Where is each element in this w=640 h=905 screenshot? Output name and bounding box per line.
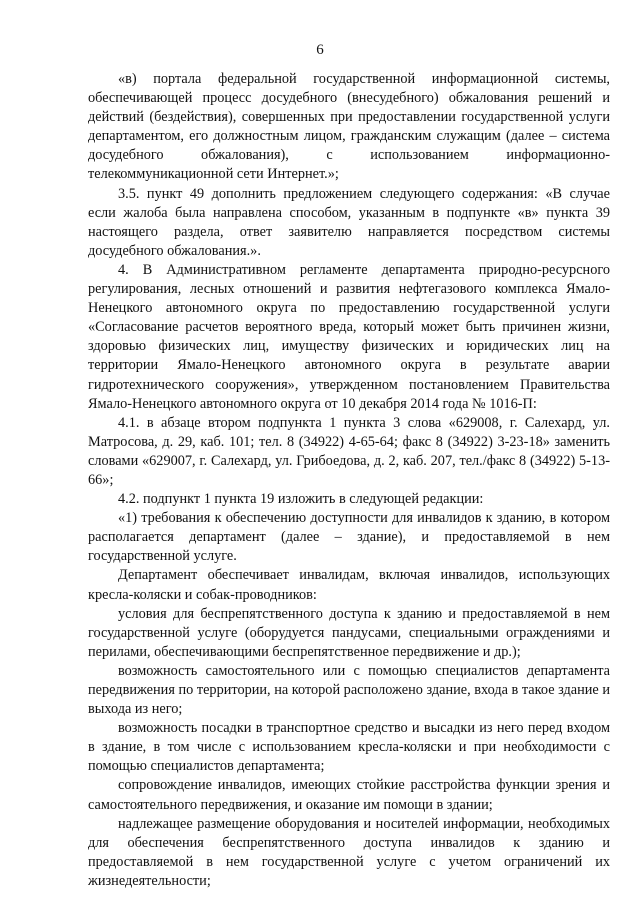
list-item-escort: сопровождение инвалидов, имеющих стойкие расстройства функции зрения и самостоятельного передвижения, и оказание им помощи в здании; — [88, 777, 610, 813]
list-item-transport: возможность посадки в транспортное средство и высадки из него перед входом в здание, в том числе с использованием кресла-коляски и при необходимости с помощью специалистов департамента; — [88, 720, 610, 775]
page-number: 6 — [316, 42, 324, 58]
paragraph-3-5: 3.5. пункт 49 дополнить предложением следующего содержания: «В случае если жалоба была направлена способом, указанным в подпункте «в» пункта 39 настоящего раздела, ответ заявителю направляется посредством системы досудебного обжалования.». — [88, 185, 610, 259]
paragraph-4: 4. В Административном регламенте департамента природно-ресурсного регулирования, лесных отношений и развития нефтегазового комплекса Ямало-Ненецкого автономного округа по предоставлению государственной услуги «Согласование расчетов вероятного вреда, который может быть причинен жизни, здоровью физических лиц, имуществу физических и юридических лиц на территории Ямало-Ненецкого автономного округа в результате аварии гидротехнического сооружения», утвержденном постановлением Правительства Ямало-Ненецкого автономного округа от 10 декабря 2014 года № 1016-П: — [88, 261, 610, 412]
paragraph-4-2: 4.2. подпункт 1 пункта 19 изложить в следующей редакции: — [118, 491, 484, 508]
document-body — [88, 70, 610, 891]
paragraph-department-provides: Департамент обеспечивает инвалидам, включая инвалидов, использующих кресла-коляски и собак-проводников: — [88, 567, 610, 603]
paragraph-3-4-v: «в) портала федеральной государственной информационной системы, обеспечивающей процесс досудебного (внесудебного) обжалования решений и действий (бездействия), совершенных при предоставлении государственной услуги департаментом, его должностным лицом, гражданским служащим (далее – система досудебного обжалования), с использованием информационно-телекоммуникационной сети Интернет.»; — [88, 71, 610, 183]
list-item-movement: возможность самостоятельного или с помощью специалистов департамента передвижения по территории, на которой расположено здание, входа в такое здание и выхода из него; — [88, 662, 610, 718]
paragraph-4-1: 4.1. в абзаце втором подпункта 1 пункта 3 слова «629008, г. Салехард, ул. Матросова, д. 29, каб. 101; тел. 8 (34922) 4-65-64; факс 8 (34922) 3-23-18» заменить словами «629007, г. Салехард, ул. Грибоедова, д. 2, каб. 207, тел./факс 8 (34922) 5-13-66»; — [88, 414, 610, 488]
list-item-access-conditions: условия для беспрепятственного доступа к зданию и предоставляемой в нем государственной услуге (оборудуется пандусами, специальными ограждениями и перилами, обеспечивающими беспрепятственное передвижение и др.); — [88, 605, 610, 660]
paragraph-4-2-item-1: «1) требования к обеспечению доступности для инвалидов к зданию, в котором располагается департамент (далее – здание), и предоставляемой в нем государственной услуге. — [88, 510, 610, 565]
list-item-equipment: надлежащее размещение оборудования и носителей информации, необходимых для обеспечения беспрепятственного доступа инвалидов к зданию и предоставляемой в нем государственной услуге с учетом ограничений их жизнедеятельности; — [88, 815, 610, 889]
